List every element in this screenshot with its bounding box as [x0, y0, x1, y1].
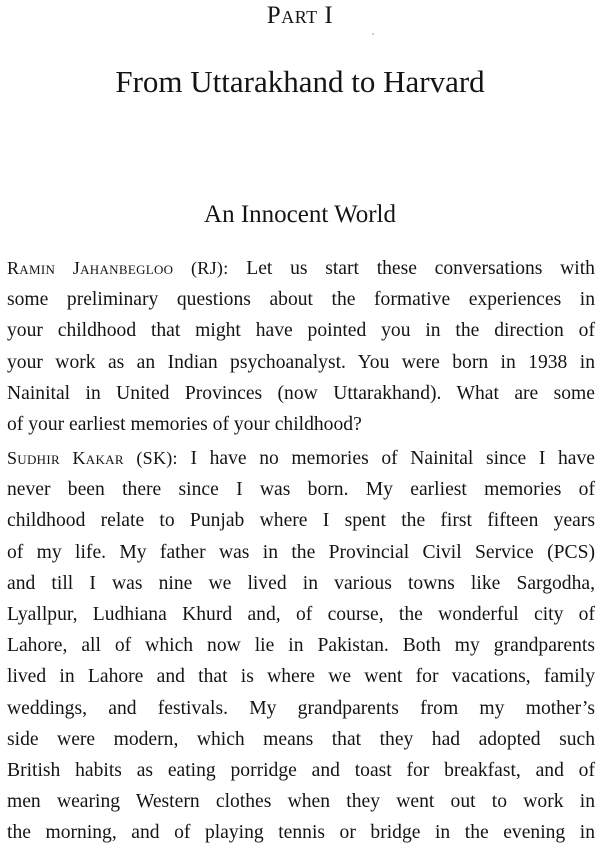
- text-line: weddings, and festivals. My grandparents from my mother’s: [7, 697, 595, 719]
- paragraph-rj: [7, 253, 595, 440]
- text-line: men wearing Western clothes when they went out to work in: [7, 791, 595, 813]
- text-line: British habits as eating porridge and toast for breakfast, and of: [7, 760, 595, 782]
- text-line: Lyallpur, Ludhiana Khurd and, of course, the wonderful city of: [7, 604, 595, 626]
- part-label: Part I: [266, 2, 334, 29]
- text-line: of your earliest memories of your childhood?: [7, 414, 362, 436]
- paragraph-sk: [7, 443, 595, 849]
- text-line: some preliminary questions about the formative experiences in: [7, 289, 595, 311]
- text-line: Ramin Jahanbegloo (RJ): Let us start these conversations with: [7, 258, 595, 279]
- part-title: From Uttarakhand to Harvard: [115, 64, 485, 99]
- text-line: Nainital in United Provinces (now Uttarakhand). What are some: [7, 382, 595, 404]
- chapter-title: An Innocent World: [204, 201, 396, 228]
- text-line: and till I was nine we lived in various towns like Sargodha,: [7, 572, 595, 594]
- text-line: your work as an Indian psychoanalyst. You were born in 1938 in: [7, 351, 595, 373]
- text-line: Sudhir Kakar (SK): I have no memories of Nainital since I have: [7, 448, 595, 469]
- text-line: childhood relate to Punjab where I spent the first fifteen years: [7, 510, 595, 532]
- text-line: side were modern, which means that they had adopted such: [7, 728, 595, 750]
- speaker-label: Sudhir Kakar (SK):: [7, 448, 178, 468]
- text-line: Lahore, all of which now lie in Pakistan. Both my grandparents: [7, 635, 595, 657]
- text-line: lived in Lahore and that is where we went for vacations, family: [7, 666, 595, 688]
- text-line: never been there since I was born. My earliest memories of: [7, 479, 595, 501]
- text-line: the morning, and of playing tennis or bridge in the evening in: [7, 822, 595, 844]
- speaker-label: Ramin Jahanbegloo (RJ):: [7, 258, 229, 278]
- text-line: your childhood that might have pointed you in the direction of: [7, 320, 595, 342]
- text-line: of my life. My father was in the Provincial Civil Service (PCS): [7, 541, 595, 563]
- page-speck: [372, 33, 374, 35]
